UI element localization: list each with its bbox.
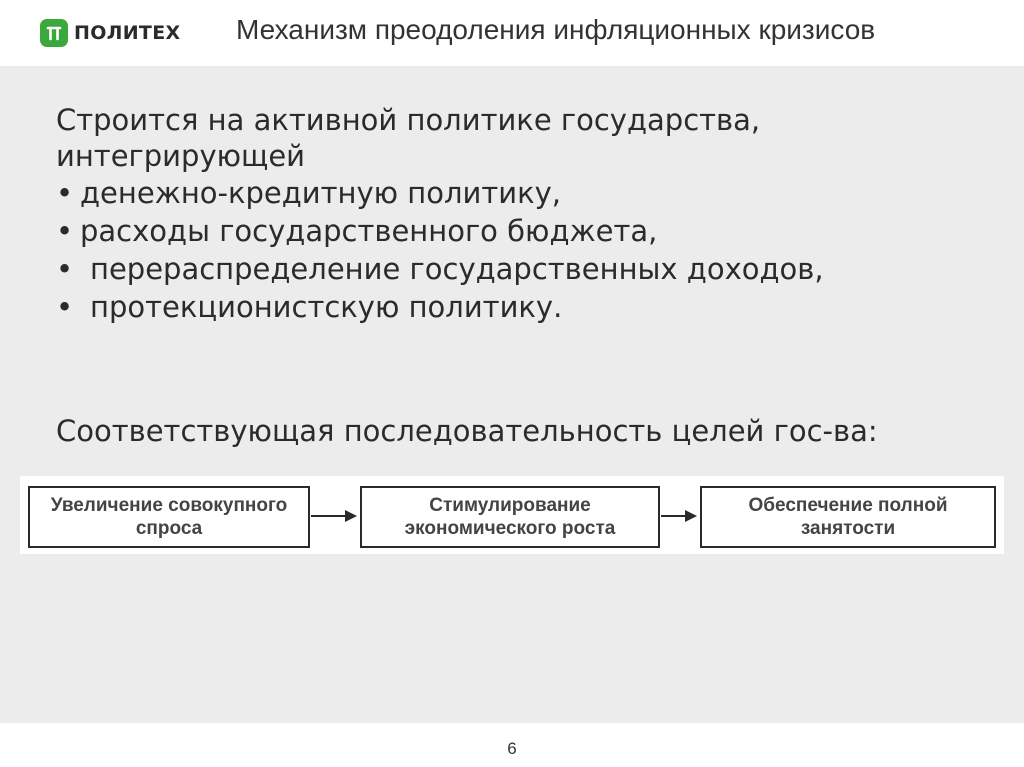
bullet-icon: •: [56, 252, 74, 286]
bullet-text: расходы государственного бюджета,: [80, 214, 658, 248]
page-number: 6: [507, 739, 517, 758]
body-text: [56, 102, 996, 326]
lead-line: Строится на активной политике государства,: [56, 103, 761, 137]
sequence-label: Соответствующая последовательность целей гос-ва:: [56, 414, 878, 448]
list-item: [56, 212, 996, 250]
slide-header: [0, 0, 1024, 66]
pi-letter-icon: [40, 19, 68, 47]
lead-paragraph: [56, 102, 996, 174]
logo-text: ПОЛИТЕХ: [74, 22, 181, 44]
bullet-icon: •: [56, 176, 74, 210]
list-item: [56, 288, 996, 326]
logo: [40, 19, 180, 47]
slide-content: [0, 66, 1024, 723]
bullet-text: денежно-кредитную политику,: [80, 176, 562, 210]
list-item: [56, 250, 996, 288]
arrow-right-icon: [661, 506, 699, 526]
flow-box-employment: Обеспечение полной занятости: [700, 486, 996, 548]
slide-title: Механизм преодоления инфляционных кризисов: [236, 14, 876, 45]
goal-sequence-diagram: [20, 476, 1004, 554]
bullet-text: перераспределение государственных доходов,: [90, 252, 824, 286]
bullet-icon: •: [56, 214, 74, 248]
slide-footer: [0, 723, 1024, 767]
flow-box-growth: Стимулирование экономического роста: [360, 486, 660, 548]
lead-line: интегрирующей: [56, 139, 306, 173]
flow-box-demand: Увеличение совокупного спроса: [28, 486, 310, 548]
bullet-text: протекционистскую политику.: [90, 290, 563, 324]
list-item: [56, 174, 996, 212]
arrow-right-icon: [311, 506, 359, 526]
bullet-icon: •: [56, 290, 74, 324]
bullet-list: [56, 174, 996, 326]
